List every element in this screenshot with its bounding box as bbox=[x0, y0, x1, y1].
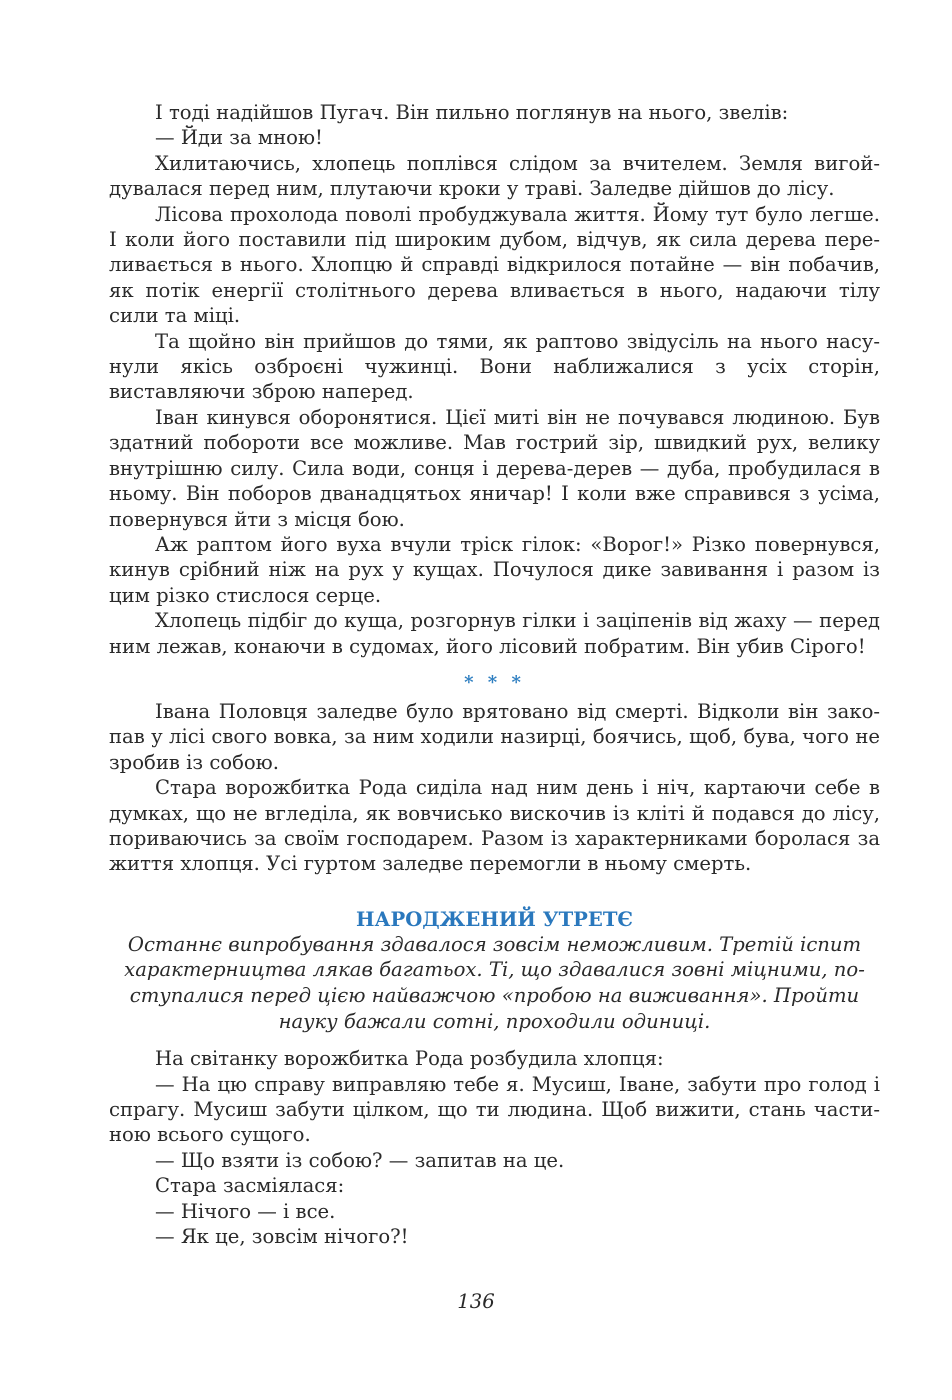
paragraph: Аж раптом його вуха вчули тріск гілок: «Ворог!» Різко повернувся, кинув срібний ніж на рух у кущах. Почулося дике завивання і разом із цим різко стислося серце. bbox=[109, 532, 880, 607]
paragraph: На світанку ворожбитка Рода розбудила хлопця: bbox=[155, 1047, 664, 1071]
paragraph: Та щойно він прийшов до тями, як раптово звідусіль на нього насунули якісь озброєні чужинці. Вони наближалися з усіх сторін, виставляючи зброю наперед. bbox=[109, 329, 880, 404]
chapter-epigraph: Останнє випробування здавалося зовсім неможливим. Третій іспит характерництва лякав багатьох. Ті, що здавалися зовні міцними, поступалися перед цією найважчою «пробою на виживання». Пройти науку бажали сотні, проходили одиниці. bbox=[124, 932, 865, 1033]
paragraph: — Що взяти із собою? — запитав на це. bbox=[155, 1148, 565, 1172]
chapter-title: НАРОДЖЕНИЙ УТРЕТЄ bbox=[355, 907, 633, 931]
section-2 bbox=[109, 699, 880, 877]
paragraph: — На цю справу виправляю тебе я. Мусиш, Іване, забути про голод і спрагу. Мусиш забути цілком, що ти людина. Щоб вижити, стань частиною всього сущого. bbox=[109, 1072, 880, 1147]
paragraph: Лісова прохолода поволі пробуджувала життя. Йому тут було легше. І коли його поставили під широким дубом, відчув, як сила дерева переливається в нього. Хлопцю й справді відкрилося потайне — він побачив, як потік енергії столітнього дерева вливається в нього, надаючи тілу сили та міці. bbox=[109, 202, 880, 328]
chapter-body bbox=[109, 1046, 880, 1249]
paragraph: Івана Половця заледве було врятовано від смерті. Відколи він закопав у лісі свого вовка, за ним ходили назирці, боячись, щоб, бува, чого не зробив із собою. bbox=[109, 699, 880, 774]
page-body bbox=[109, 100, 880, 1249]
section-separator: * * * bbox=[464, 671, 525, 693]
paragraph: — Йди за мною! bbox=[155, 126, 323, 150]
page-number: 136 bbox=[457, 1290, 495, 1313]
paragraph: Хилитаючись, хлопець поплівся слідом за вчителем. Земля вигойдувалася перед ним, плутаючи кроки у траві. Заледве дійшов до лісу. bbox=[109, 151, 880, 201]
paragraph: Стара ворожбитка Рода сиділа над ним день і ніч, картаючи себе в думках, що не вгледіла, як вовчисько вискочив із кліті й подався до лісу, пориваючись за своїм господарем. Разом із характерниками боролася за життя хлопця. Усі гуртом заледве перемогли в ньому смерть. bbox=[109, 776, 880, 876]
paragraph: Іван кинувся оборонятися. Цієї миті він не почувався людиною. Був здатний побороти все можливе. Мав гострий зір, швидкий рух, велику внутрішню силу. Сила води, сонця і дерева-дерев — дуба, пробудилася в ньому. Він поборов дванадцятьох яничар! І коли вже справився з усіма, повернувся йти з місця бою. bbox=[109, 405, 880, 531]
paragraph: Стара засміялася: bbox=[155, 1174, 345, 1198]
paragraph: Хлопець підбіг до куща, розгорнув гілки і заціпенів від жаху — перед ним лежав, конаючи в судомах, його лісовий побратим. Він убив Сірого! bbox=[109, 609, 880, 658]
section-1 bbox=[109, 100, 880, 659]
paragraph: — Нічого — і все. bbox=[155, 1199, 336, 1223]
paragraph: І тоді надійшов Пугач. Він пильно поглянув на нього, звелів: bbox=[155, 101, 789, 124]
paragraph: — Як це, зовсім нічого?! bbox=[155, 1225, 409, 1248]
